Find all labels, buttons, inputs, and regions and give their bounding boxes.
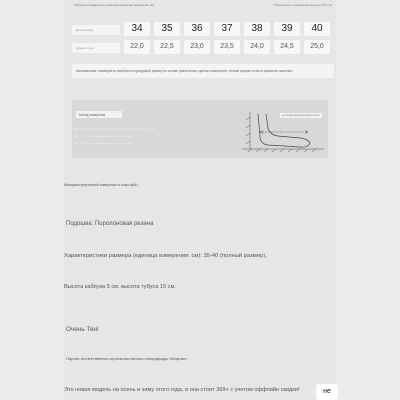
measurement-step: Шаг 3: Измерьте расстояние от пятки до отметки <box>74 142 133 145</box>
measurement-error-note: * Погрешность измерения ручных 0,5-1 см <box>272 3 332 7</box>
size-cell: 39 <box>274 22 300 36</box>
size-recommendation-note: Напоминание: пожалуйста, выберите подходящий размер на основе фактических данных измерений, ленной формы стопы и привычек ношения. <box>72 64 334 78</box>
size-cell: 38 <box>244 22 270 36</box>
description-line: Материал внутренней поверхности: кожа кубы <box>64 183 138 187</box>
size-cell: 37 <box>214 22 240 36</box>
diagram-label: ※ Схема измерения длины стопы <box>280 113 322 118</box>
description-line: Партия отечественных коротколостинных спецодежды «Мартин» <box>66 356 188 361</box>
length-cell: 24,0 <box>244 40 270 54</box>
foot-outline-icon <box>258 114 310 147</box>
size-row <box>72 22 336 36</box>
foot-length-row-label: Длина стопы <box>72 43 120 53</box>
measurement-step: Шаг 1: Вставьте ногу на белую бумагу, зафиксируйте пятку у стены <box>74 128 155 131</box>
description-line: Очень Твн! <box>66 326 99 333</box>
size-cell: 40 <box>304 22 330 36</box>
description-line: Подошва: Поролоновая резина <box>66 221 154 227</box>
floor-hatch-icon <box>242 149 324 152</box>
more-button[interactable]: не <box>316 384 338 400</box>
measurement-step: Шаг 2: Отметьте самую длинную точку на бумаге <box>74 135 134 138</box>
measurement-method-panel <box>72 100 328 158</box>
measurement-method-title: Метод измерения <box>76 111 122 118</box>
length-cell: 22,5 <box>154 40 180 54</box>
length-cell: 23,0 <box>184 40 210 54</box>
product-detail-page <box>64 0 336 400</box>
size-chart-caption: Таблица стандартных размеров (единица измерения: см) <box>74 3 155 7</box>
ruler-arrow-icon <box>260 131 308 134</box>
description-line: Характеристики размера (единица измерения: см): 35-40 (полный размер), <box>64 253 267 259</box>
length-cell: 22,0 <box>124 40 150 54</box>
length-cell: 23,5 <box>214 40 240 54</box>
length-cell: 24,5 <box>274 40 300 54</box>
wall-hatch-icon <box>246 112 250 149</box>
size-row-label: Длина обуви <box>72 25 120 35</box>
description-line: Это новая модель на осень и зиму этого года, и она стоит 369+ с учетом оффлайн скидки! <box>64 387 300 393</box>
description-line: Высота каблука 5 см, высота тубуса 15 см. <box>64 284 176 290</box>
size-cell: 35 <box>154 22 180 36</box>
size-cell: 36 <box>184 22 210 36</box>
foot-length-row <box>72 40 336 54</box>
size-cell: 34 <box>124 22 150 36</box>
length-cell: 25,0 <box>304 40 330 54</box>
